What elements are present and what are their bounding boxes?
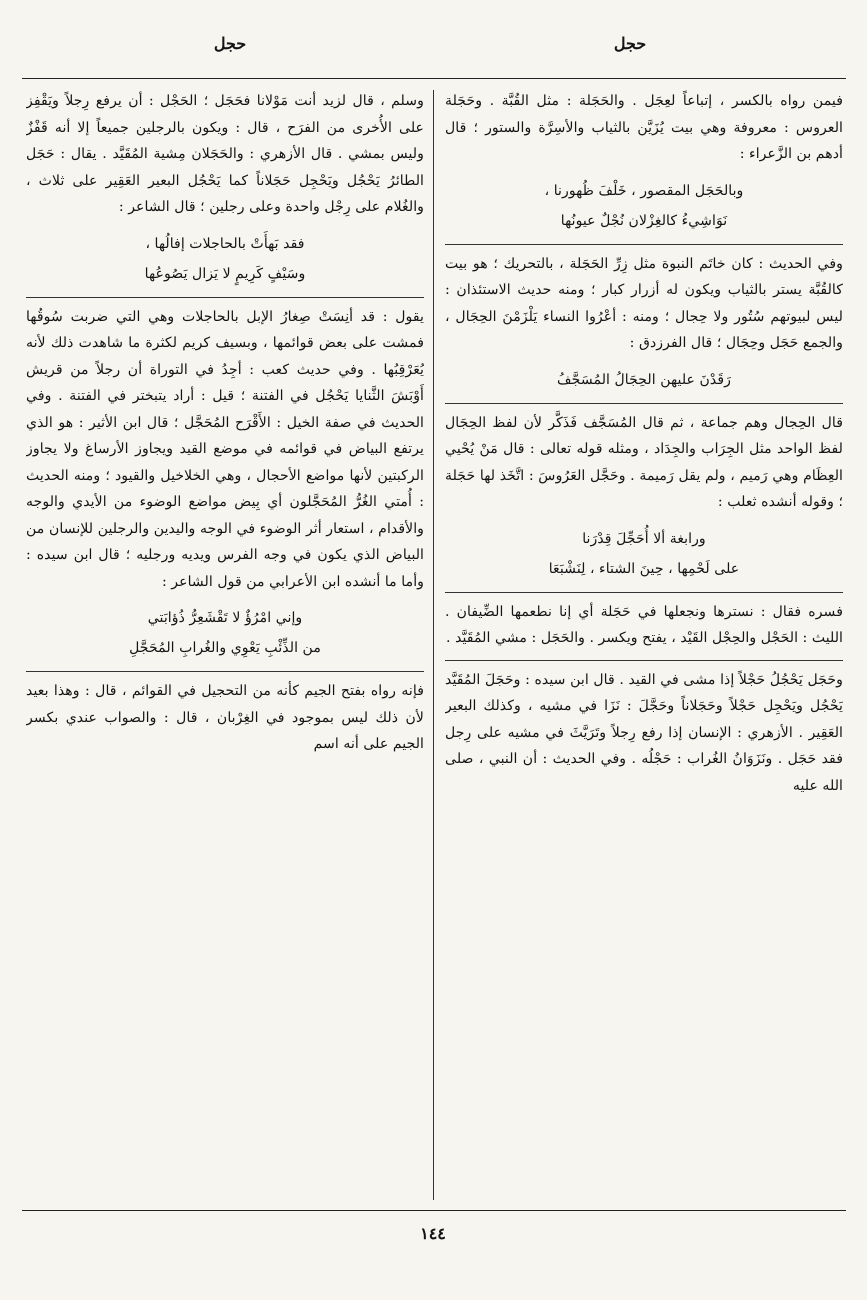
right-paragraph-2: وفي الحديث : كان خاتَم النبوة مثل زِرِّ الحَجَلة ، بالتحريك ؛ هو بيت كالقُبَّة يستر بالثياب ويكون له أزرار كبار ؛ ومنه حديث الاستئذان : ليس لبيوتهم سُتُور ولا حِجال ؛ ومنه : أعْرُوا النساء يَلْزَمْنَ الحِجَال ، والجمع حَجَل وحِجَال ؛ قال الفرزدق :	[445, 255, 843, 351]
left-paragraph-1: وسلم ، قال لزيد أنت مَوْلانا فحَجَل ؛ الحَجْل : أن يرفع رِجلاً ويَقْفِز على الأُخرى من الفرَح ، قال : ويكون بالرجلين جميعاً إلا أنه قَفْزٌ وليس بمشي . قال الأزهري : والحَجَلان مِشية المُقَيَّد . يقال : حَجَل الطائرُ يَحْجُل ويَحْجِل حَجَلاناً كما يَحْجُل البعير العَقِير على ثلاث ، والغُلام على رِجْل واحدة وعلى رجلين ؛ قال الشاعر :	[26, 93, 424, 215]
right-paragraph-4: فسره فقال : نسترها ونجعلها في حَجَلة أي إنا نطعمها الضِّيفان . الليث : الحَجْل والحِجْل القَيْد ، يفتح ويكسر . والحَجَل : مشي المُقَيَّد .	[445, 603, 843, 646]
separator	[26, 297, 424, 298]
verse-line: ورابغة ألا أُحَجِّلَ قِدْرَنا	[582, 530, 706, 547]
left-paragraph-3: فإنه رواه بفتح الجيم كأنه من التحجيل في القوائم ، قال : وهذا بعيد لأن ذلك ليس بموجود في الغِرْبان ، قال : والصواب عندي بكسر الجيم على أنه اسم	[26, 683, 424, 752]
left-column	[26, 88, 424, 1203]
top-rule	[22, 78, 846, 79]
bottom-rule	[22, 1210, 846, 1211]
right-paragraph-3: قال الحِجال وهم جماعة ، ثم قال المُسَجَّف فَذَكَّر لأن لفظ الحِجَال لفظ الواحد مثل الجِرَاب والجِدَاد ، ومثله قوله تعالى : قال مَنْ يُحْيي العِظَام وهي رَميم ، ولم يقل رَميمة . وحَجَّل العَرُوسَ : اتَّخَذ لها حَجَلة ؛ وقوله أنشده ثعلب :	[445, 414, 843, 510]
left-paragraph-2: يقول : قد أنِسَتْ صِغارُ الإبل بالحاجلات وهي التي ضربت سُوقُها فمشت على بعض قوائمها ، وبسيف كريم لكثرة ما شاهدت ذلك لأنه يُعَرْقِبُها . وفي حديث كعب : أجِدُ في التوراة أن رجلاً من قريش أَوْبَشَ الثَّنايا يَحْجُل في الفتنة ؛ قيل : أراد يتبختر في الفتنة . وفي الحديث في صفة الخيل : الأَقْرَح المُحَجَّل ؛ قال ابن الأثير : هو الذي يرتفع البياض في قوائمه في موضع القيد ويجاوز الأرساغ ولا يجاوز الركبتين لأنها مواضع الأحجال ، وهي الخلاخيل والقيود ؛ ومنه الحديث : أُمتي الغُرُّ المُحَجَّلون أي بِيض مواضع الوضوء من الأيدي والوجه والأقدام ، استعار أثر الوضوء في الوجه واليدين والرجلين للإنسان من البياض الذي يكون في وجه الفرس ويديه ورجليه ؛ قال ابن سيده : وأما ما أنشده ابن الأعرابي من قول الشاعر :	[26, 308, 424, 590]
right-paragraph-1: فيمن رواه بالكسر ، إتباعاً لعِجَل . والحَجَلة : مثل القُبَّة . وحَجَلة العروس : معروفة وهي بيت يُزَيَّن بالثياب والأسِرَّة والستور ؛ قال أدهم بن الزَّعراء :	[445, 93, 843, 162]
verse-line: نَوَاشِيءُ كالغِزْلان نُجْلٌ عيونُها	[560, 212, 728, 229]
verse-line: على لَحْمِها ، حِينَ الشتاء ، لِنَشْبَعَا	[548, 560, 740, 577]
header-right-title: حجل	[613, 34, 647, 53]
separator	[445, 660, 843, 661]
right-verse-3	[445, 524, 843, 584]
verse-line: من الذِّئْبِ يَعْوِي والغُرابِ المُحَجَّلِ	[129, 640, 321, 656]
verse-line: وبالحَجَل المقصور ، خَلْفَ ظُهورنا ،	[544, 182, 744, 199]
separator	[445, 403, 843, 404]
left-verse-1	[26, 229, 424, 289]
right-paragraph-5: وحَجَل يَحْجُلُ حَجْلاً إذا مشى في القيد . قال ابن سيده : وحَجَلَ المُقَيَّد يَحْجُل ويَحْجِل حَجْلاً وحَجَلاناً وحَجَّلَ : نَزَا في مشيه ، وكذلك البعير العَقِير . الأزهري : الإنسان إذا رفع رِجلاً وتَرَيَّثَ في مشيه على رِجل فقد حَجَل . ونَزَوَانُ الغُراب : حَجْلُه . وفي الحديث : أن النبي ، صلى الله عليه	[445, 671, 843, 794]
separator	[445, 592, 843, 593]
right-verse-1	[445, 176, 843, 236]
left-verse-2	[26, 603, 424, 663]
verse-line: فقد بَهأَتْ بالحاجلات إفالُها ،	[145, 235, 305, 252]
separator	[445, 244, 843, 245]
verse-line: وإني امْرُؤٌ لا تَقْشَعِرُّ ذُؤابَتي	[147, 610, 303, 626]
verse-line: رَقَدْنَ عليهن الحِجَالُ المُسَجَّفُ	[557, 371, 731, 388]
page-number: ١٤٤	[420, 1224, 446, 1243]
column-divider	[433, 90, 434, 1200]
verse-line: وسَيْفٍ كَرِيمٍ لا يَزال يَصُوعُها	[144, 265, 306, 282]
right-column	[445, 88, 843, 1203]
header-left-title: حجل	[213, 34, 247, 53]
separator	[26, 671, 424, 672]
right-verse-2	[445, 365, 843, 395]
